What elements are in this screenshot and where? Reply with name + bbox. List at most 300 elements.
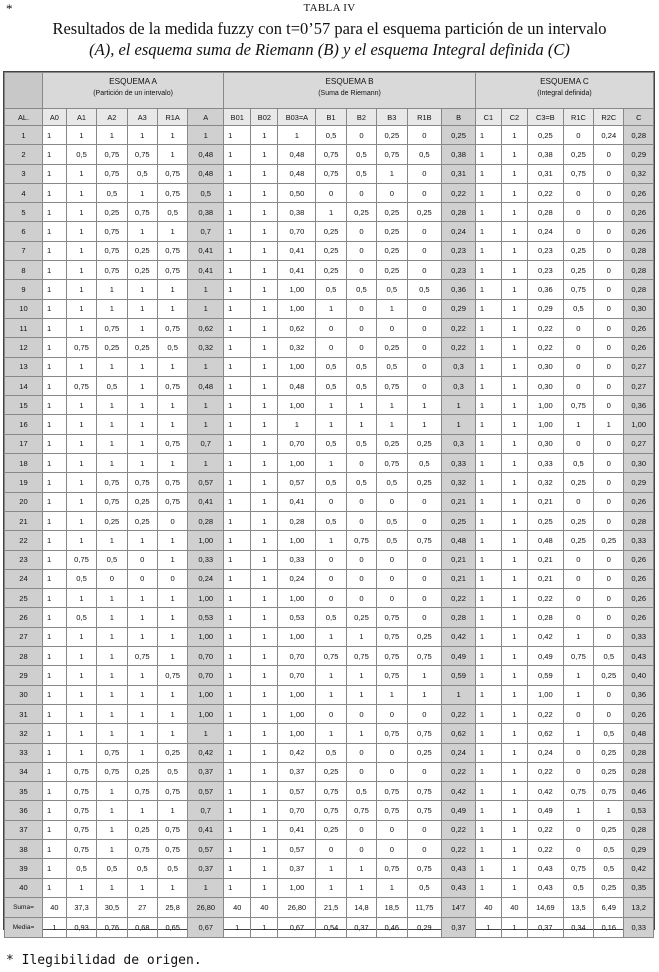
table-cell: 0,23 [527, 261, 563, 280]
table-cell: 0,28 [624, 261, 654, 280]
table-cell: 1 [475, 608, 501, 627]
table-row [5, 318, 654, 337]
table-cell: 1 [501, 724, 527, 743]
table-cell: 0,37 [278, 859, 316, 878]
table-cell: 1 [501, 357, 527, 376]
table-cell: 1 [42, 338, 66, 357]
table-cell: 0,70 [278, 222, 316, 241]
table-cell: 1 [475, 126, 501, 145]
table-cell: 0 [377, 743, 407, 762]
table-cell: 1,00 [278, 724, 316, 743]
table-cell: 0,75 [346, 531, 376, 550]
table-cell: 0 [407, 492, 442, 511]
row-label: 12 [5, 338, 43, 357]
table-cell: 0 [563, 820, 593, 839]
table-cell: 0,5 [316, 743, 346, 762]
table-cell: 0 [407, 357, 442, 376]
table-cell: 1 [127, 608, 157, 627]
table-cell: 0 [316, 839, 346, 858]
table-cell: 0,75 [157, 241, 187, 260]
table-row [5, 203, 654, 222]
table-cell: 1 [127, 357, 157, 376]
table-cell: 0 [127, 550, 157, 569]
table-cell: 1 [157, 627, 187, 646]
table-cell: 0 [563, 492, 593, 511]
table-cell: 0,25 [127, 261, 157, 280]
table-cell: 0,75 [66, 762, 96, 781]
table-cell: 0,75 [127, 782, 157, 801]
row-label: 30 [5, 685, 43, 704]
table-cell: 1 [66, 627, 96, 646]
table-cell: 1 [42, 492, 66, 511]
table-row [5, 608, 654, 627]
table-cell: 0 [563, 203, 593, 222]
table-cell: 1 [475, 704, 501, 723]
table-cell: 1 [66, 454, 96, 473]
table-cell: 0,75 [407, 647, 442, 666]
table-cell: 1 [97, 454, 127, 473]
table-cell: 0,48 [278, 376, 316, 395]
column-header: B3 [377, 109, 407, 126]
table-cell: 0,75 [66, 839, 96, 858]
table-cell: 0,70 [278, 666, 316, 685]
table-cell: 1 [475, 434, 501, 453]
table-cell: 0 [594, 280, 624, 299]
table-cell: 0,28 [278, 511, 316, 530]
table-cell: 1 [251, 801, 278, 820]
table-cell: 0,5 [407, 145, 442, 164]
table-cell: 0,25 [127, 492, 157, 511]
table-cell: 0,30 [527, 357, 563, 376]
table-cell: 0,24 [442, 222, 476, 241]
table-row [5, 801, 654, 820]
table-cell: 1 [475, 627, 501, 646]
column-header: AL. [5, 109, 43, 126]
row-label: 27 [5, 627, 43, 646]
table-cell: 1 [251, 299, 278, 318]
table-cell: 1 [501, 299, 527, 318]
table-cell: 1,00 [188, 627, 224, 646]
table-cell: 1 [42, 647, 66, 666]
table-cell: 1 [42, 145, 66, 164]
table-cell: 1 [377, 396, 407, 415]
table-cell: 0,75 [316, 647, 346, 666]
table-cell: 0,32 [527, 473, 563, 492]
table-cell: 1 [224, 376, 251, 395]
table-cell: 0,26 [624, 492, 654, 511]
table-cell: 0,28 [624, 511, 654, 530]
table-cell: 0,32 [188, 338, 224, 357]
table-cell: 1 [501, 569, 527, 588]
table-cell: 1 [224, 801, 251, 820]
table-cell: 1 [346, 627, 376, 646]
table-cell: 0 [316, 183, 346, 202]
table-cell: 0,25 [377, 338, 407, 357]
table-cell: 1 [42, 241, 66, 260]
table-cell: 1 [501, 434, 527, 453]
table-cell: 0,32 [278, 338, 316, 357]
table-cell: 0,38 [188, 203, 224, 222]
table-cell: 1 [346, 666, 376, 685]
table-cell: 1 [66, 357, 96, 376]
table-row [5, 299, 654, 318]
table-cell: 1 [97, 299, 127, 318]
table-cell: 0,75 [66, 376, 96, 395]
table-cell: 1 [346, 415, 376, 434]
table-cell: 0 [407, 569, 442, 588]
table-cell: 0 [594, 627, 624, 646]
table-row [5, 145, 654, 164]
table-cell: 0,22 [442, 704, 476, 723]
table-cell: 0,21 [527, 550, 563, 569]
table-cell: 0,7 [188, 801, 224, 820]
table-cell: 0,33 [188, 550, 224, 569]
row-label: 2 [5, 145, 43, 164]
table-cell: 1 [475, 376, 501, 395]
table-cell: 0,25 [316, 820, 346, 839]
table-cell: 0,41 [278, 492, 316, 511]
table-cell: 1 [157, 299, 187, 318]
row-label: 32 [5, 724, 43, 743]
table-cell: 0,75 [66, 801, 96, 820]
row-label: 23 [5, 550, 43, 569]
row-label: 21 [5, 511, 43, 530]
table-cell: 0,57 [278, 473, 316, 492]
row-label: 3 [5, 164, 43, 183]
table-cell: 0,37 [346, 917, 376, 937]
table-cell: 0,5 [127, 859, 157, 878]
table-cell: 1 [97, 820, 127, 839]
table-cell: 1 [501, 839, 527, 858]
table-cell: 0,5 [188, 183, 224, 202]
table-cell: 0,24 [594, 126, 624, 145]
table-cell: 1 [316, 724, 346, 743]
table-cell: 0,42 [278, 743, 316, 762]
table-cell: 1 [188, 280, 224, 299]
table-cell: 0,75 [377, 724, 407, 743]
table-cell: 0,75 [157, 782, 187, 801]
table-cell: 0 [346, 569, 376, 588]
table-cell: 1 [563, 801, 593, 820]
table-cell: 0,57 [188, 782, 224, 801]
table-cell: 0,5 [316, 376, 346, 395]
row-label: 33 [5, 743, 43, 762]
table-cell: 0,38 [278, 203, 316, 222]
table-cell: 0,5 [346, 357, 376, 376]
table-cell: 1 [501, 376, 527, 395]
table-cell: 0 [346, 241, 376, 260]
table-cell: 40 [475, 897, 501, 917]
table-cell: 0,75 [563, 164, 593, 183]
table-cell: 1 [475, 801, 501, 820]
table-cell: 0,75 [66, 338, 96, 357]
table-cell: 0,75 [97, 145, 127, 164]
table-row [5, 647, 654, 666]
row-label: 19 [5, 473, 43, 492]
table-cell: 0 [594, 511, 624, 530]
table-cell: 13,5 [563, 897, 593, 917]
table-cell: 1,00 [278, 627, 316, 646]
table-cell: 1 [66, 280, 96, 299]
table-cell: 1 [66, 666, 96, 685]
row-label: 5 [5, 203, 43, 222]
table-cell: 1 [251, 820, 278, 839]
table-cell: 1 [42, 261, 66, 280]
column-header: R1B [407, 109, 442, 126]
table-cell: 1 [475, 647, 501, 666]
table-cell: 0,70 [278, 434, 316, 453]
table-footer [5, 897, 654, 937]
group-a-sub: (Partición de un intervalo) [93, 90, 173, 97]
table-cell: 1 [475, 859, 501, 878]
table-row [5, 685, 654, 704]
table-cell: 1,00 [527, 396, 563, 415]
table-cell: 1 [42, 685, 66, 704]
table-cell: 0,28 [624, 126, 654, 145]
table-cell: 0,62 [278, 318, 316, 337]
row-label: 13 [5, 357, 43, 376]
table-cell: 0,28 [527, 608, 563, 627]
table-cell: 1 [251, 762, 278, 781]
table-cell: 0,75 [316, 164, 346, 183]
row-label: 37 [5, 820, 43, 839]
table-cell: 1 [475, 820, 501, 839]
table-cell: 1 [251, 434, 278, 453]
table-cell: 0 [594, 357, 624, 376]
table-cell: 26,80 [278, 897, 316, 917]
table-cell: 0,33 [624, 627, 654, 646]
table-cell: 0,48 [188, 164, 224, 183]
table-cell: 1 [97, 627, 127, 646]
table-cell: 1 [42, 454, 66, 473]
table-cell: 1 [42, 627, 66, 646]
row-label: 29 [5, 666, 43, 685]
table-cell: 0,75 [377, 608, 407, 627]
table-cell: 0,25 [594, 743, 624, 762]
table-cell: 0,57 [188, 839, 224, 858]
table-cell: 0 [594, 299, 624, 318]
table-cell: 0,22 [527, 839, 563, 858]
table-cell: 0,37 [188, 859, 224, 878]
table-cell: 0,75 [97, 473, 127, 492]
table-cell: 0,5 [157, 859, 187, 878]
table-cell: 0 [377, 589, 407, 608]
table-cell: 0,46 [624, 782, 654, 801]
table-cell: 0,29 [624, 145, 654, 164]
table-cell: 0 [316, 492, 346, 511]
table-cell: 1 [66, 396, 96, 415]
table-cell: 1 [157, 801, 187, 820]
table-cell: 1 [251, 782, 278, 801]
table-cell: 0 [594, 318, 624, 337]
table-cell: 13,2 [624, 897, 654, 917]
table-cell: 1 [316, 454, 346, 473]
table-cell: 1 [501, 801, 527, 820]
table-cell: 0,21 [442, 550, 476, 569]
table-cell: 0,5 [157, 762, 187, 781]
table-cell: 0,5 [316, 473, 346, 492]
table-cell: 1 [127, 724, 157, 743]
table-cell: 0 [594, 608, 624, 627]
table-cell: 14'7 [442, 897, 476, 917]
table-cell: 0,75 [157, 376, 187, 395]
table-cell: 1 [475, 299, 501, 318]
table-cell: 1 [224, 492, 251, 511]
table-cell: 0,75 [377, 666, 407, 685]
table-cell: 1,00 [278, 454, 316, 473]
table-cell: 1 [224, 511, 251, 530]
table-cell: 25,8 [157, 897, 187, 917]
table-cell: 1 [157, 589, 187, 608]
table-cell: 0,28 [624, 280, 654, 299]
table-cell: 1 [501, 608, 527, 627]
table-cell: 0 [407, 704, 442, 723]
table-cell: 0 [407, 318, 442, 337]
table-cell: 0 [316, 318, 346, 337]
table-cell: 0 [407, 820, 442, 839]
table-cell: 1 [66, 415, 96, 434]
table-cell: 1 [475, 145, 501, 164]
table-cell: 1 [278, 126, 316, 145]
table-cell: 1 [127, 704, 157, 723]
table-cell: 0,75 [157, 820, 187, 839]
table-cell: 30,5 [97, 897, 127, 917]
table-cell: 0,76 [97, 917, 127, 937]
title-line-1: Resultados de la medida fuzzy con t=0’57 para el esquema partición de un intervalo [52, 19, 607, 38]
table-cell: 1 [224, 164, 251, 183]
table-cell: 1 [66, 203, 96, 222]
group-b-sub: (Suma de Riemann) [318, 90, 381, 97]
table-cell: 0,25 [127, 241, 157, 260]
table-cell: 0,75 [563, 859, 593, 878]
table-cell: 0 [316, 338, 346, 357]
column-header: B2 [346, 109, 376, 126]
table-cell: 0,75 [127, 203, 157, 222]
table-cell: 0,67 [278, 917, 316, 937]
table-cell: 0,22 [442, 338, 476, 357]
table-cell: 0,75 [127, 145, 157, 164]
table-cell: 0,43 [527, 878, 563, 897]
table-cell: 0,22 [527, 589, 563, 608]
table-cell: 0 [563, 318, 593, 337]
table-cell: 1,00 [188, 685, 224, 704]
table-cell: 1 [377, 299, 407, 318]
table-cell: 0,43 [624, 647, 654, 666]
table-cell: 0,5 [377, 473, 407, 492]
table-cell: 1 [157, 647, 187, 666]
table-cell: 0 [346, 704, 376, 723]
table-cell: 0,25 [377, 261, 407, 280]
table-cell: 1 [66, 183, 96, 202]
table-cell: 0,26 [624, 608, 654, 627]
table-cell: 0,75 [66, 782, 96, 801]
table-cell: 0 [346, 126, 376, 145]
table-cell: 0,49 [527, 647, 563, 666]
table-cell: 0,27 [624, 376, 654, 395]
table-cell: 1 [157, 724, 187, 743]
table-cell: 1 [66, 878, 96, 897]
table-cell: 1 [127, 685, 157, 704]
table-cell: 0,43 [527, 859, 563, 878]
table-cell: 1 [224, 762, 251, 781]
group-header-a [42, 73, 223, 109]
table-cell: 0 [594, 203, 624, 222]
table-cell: 1 [157, 878, 187, 897]
table-cell: 1 [501, 550, 527, 569]
table-cell: 0,5 [157, 203, 187, 222]
column-header: R1C [563, 109, 593, 126]
table-cell: 1 [475, 685, 501, 704]
table-cell: 1 [224, 743, 251, 762]
table-cell: 1 [127, 531, 157, 550]
table-cell: 1 [188, 299, 224, 318]
table-cell: 0,49 [442, 801, 476, 820]
table-cell: 0,42 [527, 627, 563, 646]
table-cell: 0 [346, 492, 376, 511]
table-cell: 1,00 [527, 685, 563, 704]
table-cell: 0 [563, 126, 593, 145]
table-cell: 0,75 [157, 183, 187, 202]
table-cell: 0 [594, 396, 624, 415]
table-row [5, 415, 654, 434]
table-cell: 1 [251, 839, 278, 858]
table-cell: 1 [97, 531, 127, 550]
table-row [5, 724, 654, 743]
results-table [4, 72, 654, 938]
table-cell: 0,5 [346, 782, 376, 801]
table-cell: 37,3 [66, 897, 96, 917]
table-cell: 1 [475, 878, 501, 897]
table-cell: 1 [42, 511, 66, 530]
table-cell: 1 [42, 608, 66, 627]
table-cell: 1 [316, 203, 346, 222]
table-cell: 0 [316, 704, 346, 723]
table-cell: 0,43 [442, 859, 476, 878]
table-cell: 1 [475, 782, 501, 801]
table-row [5, 492, 654, 511]
table-cell: 14,69 [527, 897, 563, 917]
table-cell: 0,5 [346, 164, 376, 183]
group-c-name: ESQUEMA C [540, 77, 589, 86]
table-cell: 1 [97, 126, 127, 145]
table-cell: 0,29 [527, 299, 563, 318]
table-cell: 0,62 [442, 724, 476, 743]
table-cell: 1 [157, 415, 187, 434]
table-cell: 1 [407, 685, 442, 704]
column-header: R2C [594, 109, 624, 126]
sum-row-label: Suma= [5, 897, 43, 917]
group-b-name: ESQUEMA B [325, 77, 374, 86]
table-cell: 0,24 [442, 743, 476, 762]
table-row [5, 878, 654, 897]
table-cell: 1 [251, 241, 278, 260]
table-cell: 0,37 [442, 917, 476, 937]
table-cell: 0,48 [278, 164, 316, 183]
table-cell: 1 [42, 415, 66, 434]
table-cell: 1 [501, 396, 527, 415]
table-cell: 1 [224, 531, 251, 550]
table-cell: 0 [594, 376, 624, 395]
table-cell: 0,25 [97, 338, 127, 357]
table-cell: 0,75 [377, 145, 407, 164]
results-table-frame [3, 71, 655, 930]
table-cell: 0,48 [527, 531, 563, 550]
table-cell: 1 [157, 357, 187, 376]
column-header: R1A [157, 109, 187, 126]
table-cell: 0,5 [594, 859, 624, 878]
table-cell: 1 [501, 280, 527, 299]
table-cell: 0,25 [563, 261, 593, 280]
